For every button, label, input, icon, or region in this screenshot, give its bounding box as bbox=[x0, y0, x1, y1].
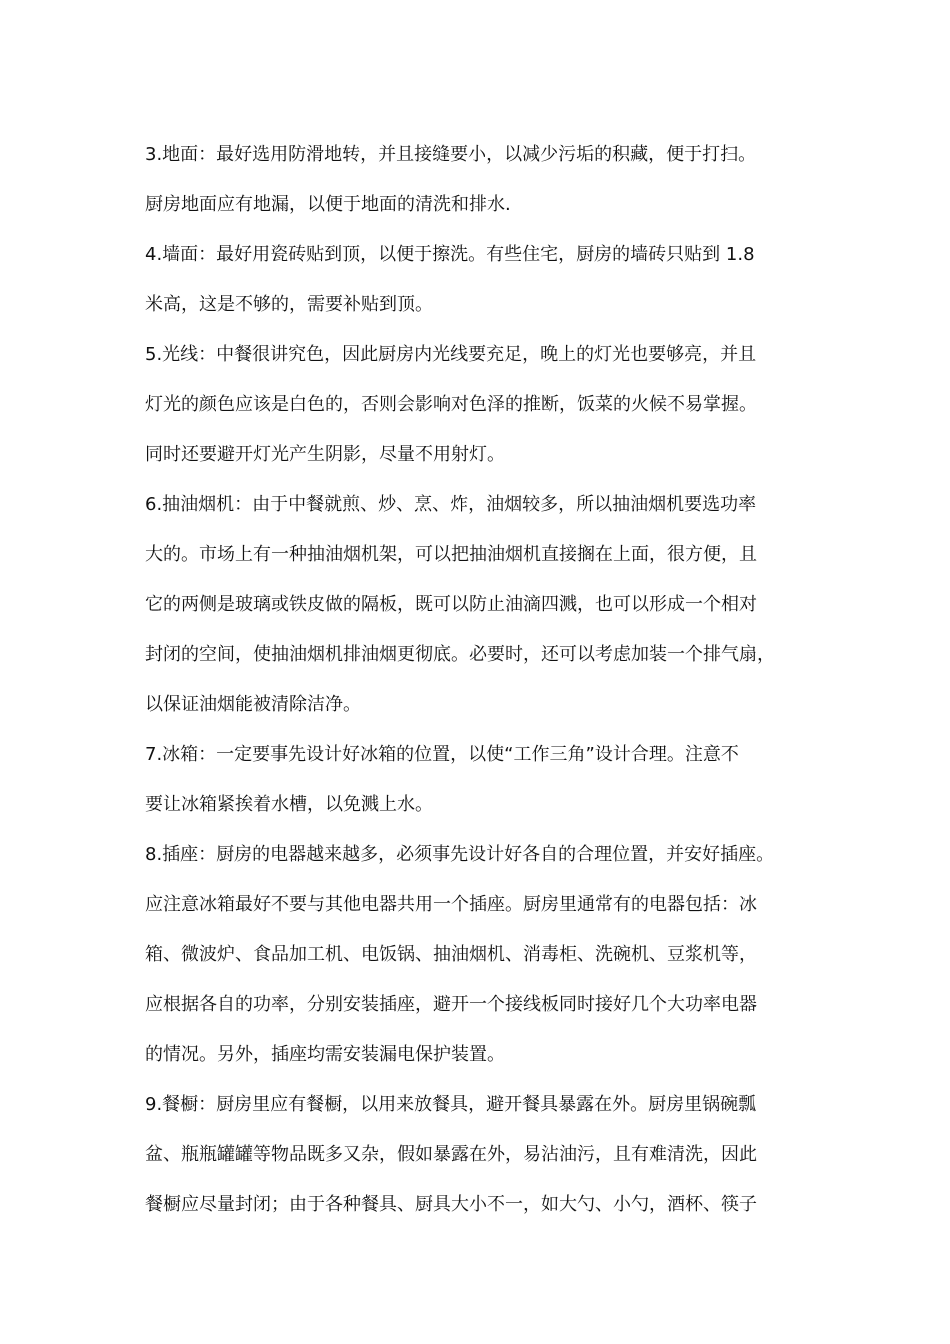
text-line: 8.插座：厨房的电器越来越多，必须事先设计好各自的合理位置，并安好插座。 bbox=[145, 844, 775, 865]
text-line: 4.墙面：最好用瓷砖贴到顶，以便于擦洗。有些住宅，厨房的墙砖只贴到 1.8 bbox=[145, 244, 755, 265]
text-line: 5.光线：中餐很讲究色，因此厨房内光线要充足，晚上的灯光也要够亮，并且 bbox=[145, 344, 757, 365]
text-line: 3.地面：最好选用防滑地转，并且接缝要小，以减少污垢的积藏，便于打扫。 bbox=[145, 144, 757, 165]
text-line: 应注意冰箱最好不要与其他电器共用一个插座。厨房里通常有的电器包括：冰 bbox=[145, 894, 757, 915]
text-line: 灯光的颜色应该是白色的，否则会影响对色泽的推断，饭菜的火候不易掌握。 bbox=[145, 394, 757, 415]
text-line: 它的两侧是玻璃或铁皮做的隔板，既可以防止油滴四溅，也可以形成一个相对 bbox=[145, 594, 757, 615]
text-line: 餐橱应尽量封闭；由于各种餐具、厨具大小不一，如大勺、小勺，酒杯、筷子 bbox=[145, 1194, 757, 1215]
document-body bbox=[145, 130, 810, 1230]
text-line: 以保证油烟能被清除洁净。 bbox=[145, 694, 361, 715]
text-line: 应根据各自的功率，分别安装插座，避开一个接线板同时接好几个大功率电器 bbox=[145, 994, 757, 1015]
text-line: 6.抽油烟机：由于中餐就煎、炒、烹、炸，油烟较多，所以抽油烟机要选功率 bbox=[145, 494, 757, 515]
text-line: 的情况。另外，插座均需安装漏电保护装置。 bbox=[145, 1044, 505, 1065]
text-line: 大的。市场上有一种抽油烟机架，可以把抽油烟机直接搁在上面，很方便，且 bbox=[145, 544, 757, 565]
text-line: 7.冰箱：一定要事先设计好冰箱的位置，以使“工作三角”设计合理。注意不 bbox=[145, 744, 739, 765]
text-line: 9.餐橱：厨房里应有餐橱，以用来放餐具，避开餐具暴露在外。厨房里锅碗瓢 bbox=[145, 1094, 757, 1115]
text-line: 箱、微波炉、食品加工机、电饭锅、抽油烟机、消毒柜、洗碗机、豆浆机等， bbox=[145, 944, 757, 965]
text-line: 封闭的空间，使抽油烟机排油烟更彻底。必要时，还可以考虑加装一个排气扇， bbox=[145, 644, 775, 665]
text-line: 厨房地面应有地漏，以便于地面的清洗和排水. bbox=[145, 194, 511, 215]
text-line: 米高，这是不够的，需要补贴到顶。 bbox=[145, 294, 433, 315]
text-line: 要让冰箱紧挨着水槽，以免溅上水。 bbox=[145, 794, 433, 815]
text-line: 盆、瓶瓶罐罐等物品既多又杂，假如暴露在外，易沾油污，且有难清洗，因此 bbox=[145, 1144, 757, 1165]
text-line: 同时还要避开灯光产生阴影，尽量不用射灯。 bbox=[145, 444, 505, 465]
